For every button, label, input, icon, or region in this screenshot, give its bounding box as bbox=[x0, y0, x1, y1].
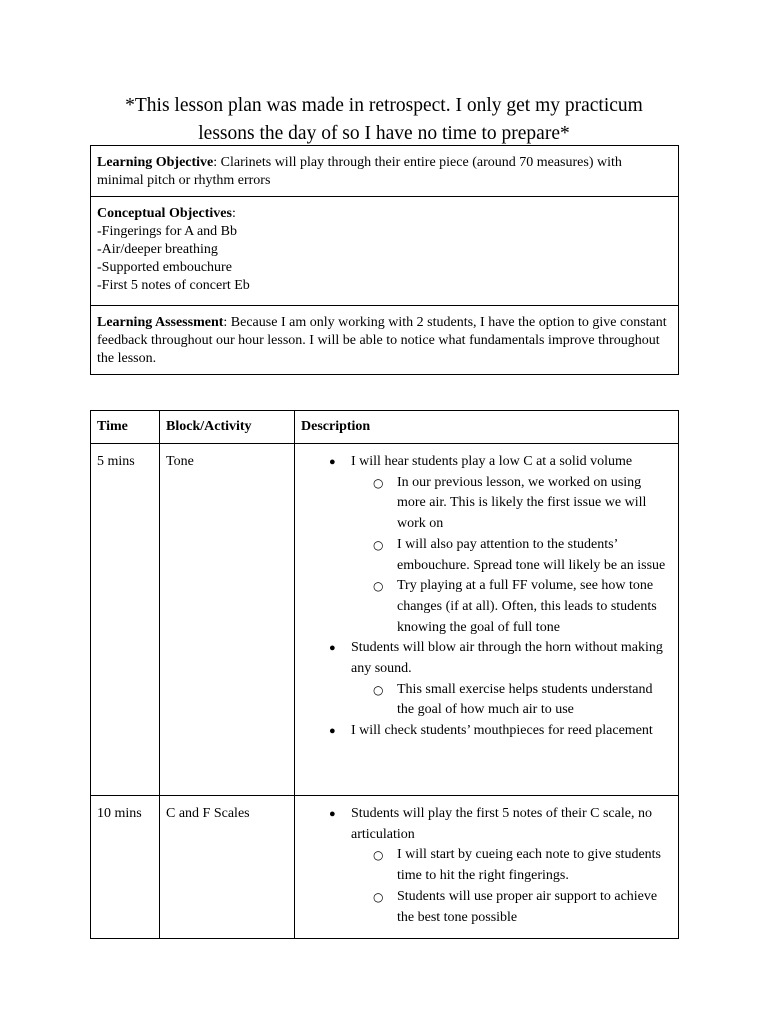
learning-objective-text: : Clarinets will play through their entire piece (around 70 measures) with minimal pitch or rhythm errors bbox=[97, 155, 622, 188]
row-time: 5 mins bbox=[91, 444, 160, 796]
row-block: Tone bbox=[160, 444, 295, 796]
title-line-2: lessons the day of so I have no time to prepare* bbox=[198, 123, 570, 144]
schedule-header-row bbox=[91, 411, 679, 444]
sub-bullet-list bbox=[351, 680, 672, 721]
sub-bullet-item: ○ This small exercise helps students understand the goal of how much air to use bbox=[397, 680, 672, 721]
conceptual-objectives-colon: : bbox=[231, 206, 236, 221]
row-time: 10 mins bbox=[91, 796, 160, 939]
conceptual-objectives-row bbox=[91, 197, 679, 306]
bullet-list bbox=[301, 804, 672, 928]
bullet-item: ● I will check students’ mouthpieces for reed placement bbox=[351, 721, 672, 742]
sub-bullet-item: ○ Students will use proper air support to achieve the best tone possible bbox=[397, 887, 672, 928]
learning-objective-cell bbox=[91, 146, 679, 197]
title-line-1: *This lesson plan was made in retrospect. I only get my practicum bbox=[125, 95, 643, 116]
row-block: C and F Scales bbox=[160, 796, 295, 939]
page-title bbox=[90, 92, 678, 148]
conceptual-objective-item: -Supported embouchure bbox=[97, 260, 232, 275]
learning-assessment-label: Learning Assessment bbox=[97, 315, 224, 330]
bullet-item: ● Students will blow air through the horn without making any sound. ○ This small exercise helps students understand the goal of how much air to use bbox=[351, 638, 672, 721]
sub-bullet-list bbox=[351, 845, 672, 928]
sub-bullet-list bbox=[351, 473, 672, 639]
learning-objective-row bbox=[91, 146, 679, 197]
learning-assessment-text: : Because I am only working with 2 students, I have the option to give constant feedback throughout our hour lesson. I will be able to notice what fundamentals improve throughout the lesson. bbox=[97, 315, 667, 366]
table-row bbox=[91, 796, 679, 939]
objectives-table bbox=[90, 145, 679, 375]
row-description bbox=[295, 444, 679, 796]
table-row bbox=[91, 444, 679, 796]
header-block-activity: Block/Activity bbox=[160, 411, 295, 444]
conceptual-objectives-cell bbox=[91, 197, 679, 306]
learning-assessment-row bbox=[91, 306, 679, 375]
conceptual-objectives-label: Conceptual Objectives bbox=[97, 206, 232, 221]
conceptual-objective-item: -First 5 notes of concert Eb bbox=[97, 278, 250, 293]
row-description bbox=[295, 796, 679, 939]
bullet-item: ● I will hear students play a low C at a solid volume ○ In our previous lesson, we worked on using more air. This is likely the first issue we will work on ○ I will also pay attention to the students’ embouchure. Spread tone will likely be an issue ○ Try playing at a full FF volume, see how tone changes (if at all). Often, this leads to students knowing the goal of full tone bbox=[351, 452, 672, 638]
sub-bullet-item: ○ Try playing at a full FF volume, see how tone changes (if at all). Often, this leads to students knowing the goal of full tone bbox=[397, 576, 672, 638]
bullet-item: ● Students will play the first 5 notes of their C scale, no articulation ○ I will start by cueing each note to give students time to hit the right fingerings. ○ Students will use proper air support to achieve the best tone possible bbox=[351, 804, 672, 928]
sub-bullet-item: ○ In our previous lesson, we worked on using more air. This is likely the first issue we will work on bbox=[397, 473, 672, 535]
sub-bullet-item: ○ I will also pay attention to the students’ embouchure. Spread tone will likely be an issue bbox=[397, 535, 672, 576]
learning-assessment-cell bbox=[91, 306, 679, 375]
header-time: Time bbox=[91, 411, 160, 444]
conceptual-objective-item: -Air/deeper breathing bbox=[97, 242, 218, 257]
conceptual-objective-item: -Fingerings for A and Bb bbox=[97, 224, 237, 239]
bullet-list bbox=[301, 452, 672, 742]
header-description: Description bbox=[295, 411, 679, 444]
learning-objective-label: Learning Objective bbox=[97, 155, 214, 170]
sub-bullet-item: ○ I will start by cueing each note to give students time to hit the right fingerings. bbox=[397, 845, 672, 886]
schedule-table bbox=[90, 410, 679, 939]
